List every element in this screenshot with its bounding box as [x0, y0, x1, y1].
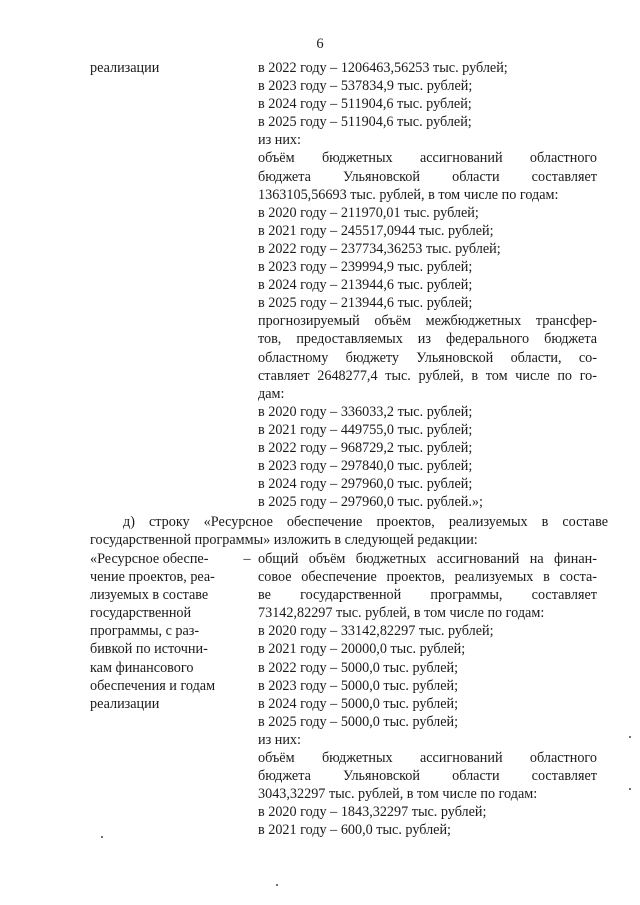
- text-line: ставляет 2648277,4 тыс. рублей, в том числе по го-: [258, 367, 597, 384]
- table-row: [90, 550, 600, 840]
- text-line: в 2025 году – 511904,6 тыс. рублей;: [258, 114, 472, 131]
- text-line: в 2020 году – 1843,32297 тыс. рублей;: [258, 804, 487, 821]
- text-line: в 2023 году – 239994,9 тыс. рублей;: [258, 259, 473, 276]
- row-label-line: «Ресурсное обеспе-: [90, 551, 209, 567]
- row-label-line: реализации: [90, 60, 160, 76]
- row-label-line: обеспечения и годам: [90, 677, 216, 694]
- text-line: в 2023 году – 5000,0 тыс. рублей;: [258, 677, 459, 694]
- text-line: общий объём бюджетных ассигнований на финан-: [258, 551, 597, 567]
- row-label-line: чение проектов, реа-: [90, 569, 215, 586]
- text-line: тов, предоставляемых из федерального бюджета: [258, 331, 597, 348]
- scan-speck: [629, 736, 631, 738]
- text-line: в 2022 году – 237734,36253 тыс. рублей;: [258, 240, 501, 257]
- text-line: в 2022 году – 968729,2 тыс. рублей;: [258, 439, 473, 456]
- row-label: [90, 59, 236, 77]
- text-line: дам:: [258, 385, 285, 402]
- text-line: бюджета Ульяновской области составляет: [258, 168, 597, 185]
- text-line: в 2025 году – 213944,6 тыс. рублей;: [258, 295, 473, 312]
- text-line: в 2024 году – 5000,0 тыс. рублей;: [258, 695, 459, 712]
- paragraph-line: д) строку «Ресурсное обеспечение проектов, реализуемых в составе: [123, 514, 608, 530]
- row-label-line: лизуемых в составе: [90, 587, 209, 604]
- text-line: в 2020 году – 336033,2 тыс. рублей;: [258, 403, 473, 420]
- row-content: [258, 59, 597, 511]
- row-label-line: реализации: [90, 695, 160, 712]
- text-line: в 2023 году – 537834,9 тыс. рублей;: [258, 78, 473, 95]
- text-line: объём бюджетных ассигнований областного: [258, 750, 597, 767]
- text-line: 73142,82297 тыс. рублей, в том числе по годам:: [258, 605, 545, 622]
- row-label: [90, 550, 236, 713]
- paragraph-d: [90, 513, 608, 549]
- scan-speck: [629, 788, 631, 790]
- text-line: в 2021 году – 600,0 тыс. рублей;: [258, 822, 451, 839]
- resource-projects-row: [90, 550, 600, 840]
- text-line: 1363105,56693 тыс. рублей, в том числе по годам:: [258, 186, 559, 203]
- text-line: в 2021 году – 245517,0944 тыс. рублей;: [258, 222, 494, 239]
- text-line: совое обеспечение проектов, реализуемых в соста-: [258, 569, 597, 586]
- text-line: в 2025 году – 5000,0 тыс. рублей;: [258, 713, 459, 730]
- text-line: в 2024 году – 511904,6 тыс. рублей;: [258, 96, 472, 113]
- text-line: в 2025 году – 297960,0 тыс. рублей.»;: [258, 494, 483, 511]
- text-line: в 2024 году – 213944,6 тыс. рублей;: [258, 277, 473, 294]
- text-line: объём бюджетных ассигнований областного: [258, 150, 597, 167]
- table-row: [90, 59, 600, 511]
- row-dash: –: [243, 551, 251, 567]
- scan-speck: [276, 884, 278, 886]
- scan-speck: [101, 836, 103, 838]
- text-line: в 2020 году – 33142,82297 тыс. рублей;: [258, 623, 494, 640]
- row-content: [258, 550, 597, 840]
- text-line: в 2021 году – 20000,0 тыс. рублей;: [258, 641, 466, 658]
- text-line: 3043,32297 тыс. рублей, в том числе по годам:: [258, 786, 538, 803]
- text-line: из них:: [258, 731, 301, 748]
- page-number: 6: [316, 36, 324, 52]
- row-label-line: государственной: [90, 605, 192, 622]
- paragraph-line: государственной программы» изложить в следующей редакции:: [90, 532, 478, 549]
- text-line: ве государственной программы, составляет: [258, 587, 597, 604]
- text-line: в 2022 году – 5000,0 тыс. рублей;: [258, 659, 459, 676]
- row-label-line: кам финансового: [90, 659, 194, 676]
- text-line: в 2024 году – 297960,0 тыс. рублей;: [258, 476, 473, 493]
- resource-table-continuation: [90, 59, 600, 511]
- text-line: бюджета Ульяновской области составляет: [258, 768, 597, 785]
- row-label-line: бивкой по источни-: [90, 641, 208, 658]
- text-line: в 2021 году – 449755,0 тыс. рублей;: [258, 421, 473, 438]
- text-line: в 2020 году – 211970,01 тыс. рублей;: [258, 204, 479, 221]
- text-line: в 2022 году – 1206463,56253 тыс. рублей;: [258, 60, 508, 76]
- text-line: в 2023 году – 297840,0 тыс. рублей;: [258, 458, 473, 475]
- text-line: областному бюджету Ульяновской области, со-: [258, 349, 597, 366]
- row-label-line: программы, с раз-: [90, 623, 200, 640]
- text-line: из них:: [258, 132, 301, 149]
- text-line: прогнозируемый объём межбюджетных трансфер-: [258, 313, 597, 330]
